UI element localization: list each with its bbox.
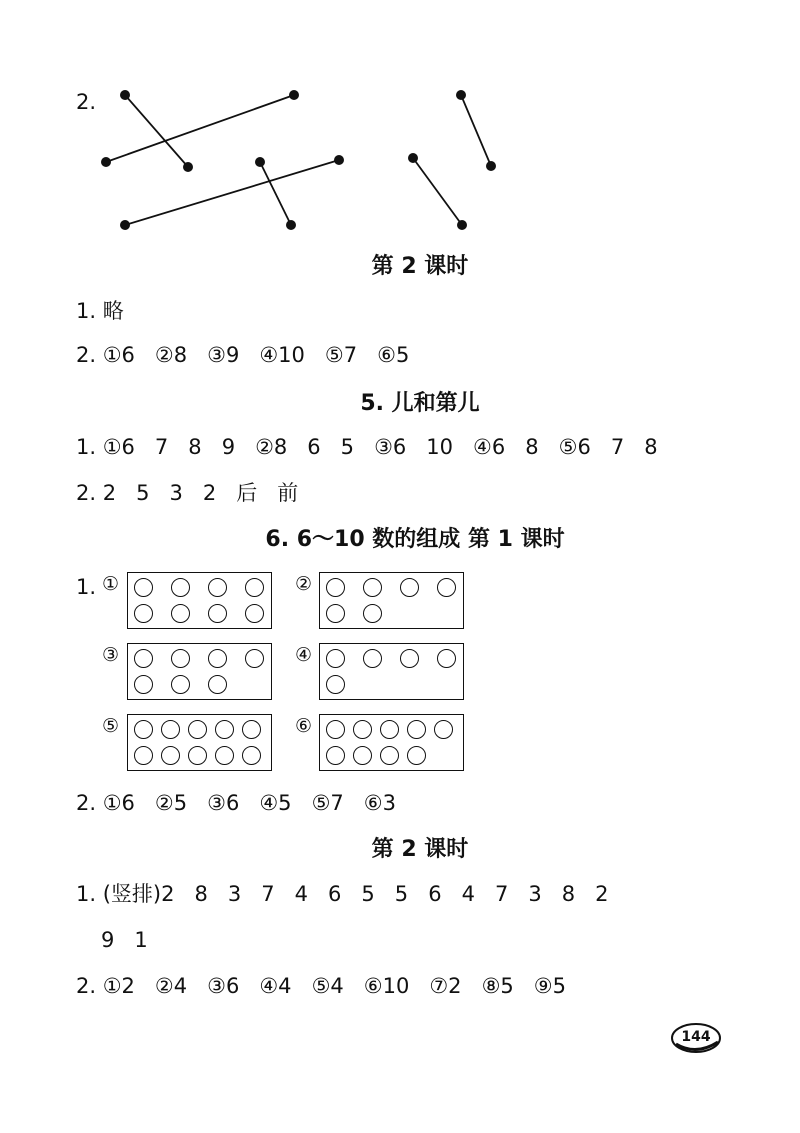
circle [407,720,426,739]
circle [208,675,227,694]
circle-grid [326,578,456,623]
dot-box-4 [319,643,464,700]
match-dot [486,161,496,171]
circle [134,746,153,765]
match-line-4 [125,160,339,225]
circle [380,746,399,765]
circle [245,578,264,597]
match-dot [286,220,296,230]
empty-slot [400,675,419,694]
empty-slot [245,675,264,694]
match-dot [456,90,466,100]
circle [245,649,264,668]
circle [326,604,345,623]
box-1-label: ① [102,573,120,595]
box-6-label: ⑥ [295,715,313,737]
circle [434,720,453,739]
dot-box-6 [319,714,464,771]
circle [353,746,372,765]
circle [208,578,227,597]
circle [326,578,345,597]
circle [437,578,456,597]
section5-heading: 5. 儿和第儿 [360,391,480,416]
circle [326,649,345,668]
box-3-label: ③ [102,644,120,666]
box-5-label: ⑤ [102,715,120,737]
page-number: 144 [681,1029,711,1045]
circle [400,649,419,668]
circle [245,604,264,623]
section6-answer-2: 2. ①6 ②5 ③6 ④5 ⑤7 ⑥3 [76,791,396,815]
match-dot [289,90,299,100]
match-dot [120,90,130,100]
empty-slot [400,604,419,623]
circle-grid [134,649,264,694]
circle [437,649,456,668]
circle [188,720,207,739]
circle [171,649,190,668]
circle [363,578,382,597]
circle [134,720,153,739]
matching-lines-diagram [0,0,800,240]
lesson2-answer-2: 2. ①6 ②8 ③9 ④10 ⑤7 ⑥5 [76,343,410,367]
lesson2b-answer-1-cont: 9 1 [101,928,148,952]
box-2-label: ② [295,573,313,595]
empty-slot [437,604,456,623]
section5-answer-1: 1. ①6 7 8 9 ②8 6 5 ③6 10 ④6 8 ⑤6 7 8 [76,435,658,459]
circle [134,604,153,623]
circle [208,649,227,668]
match-line-6 [413,158,462,225]
match-line-3 [260,162,291,225]
page-number-badge [670,1022,722,1054]
match-dot [408,153,418,163]
circle [171,604,190,623]
empty-slot [437,675,456,694]
lesson2b-heading: 第 2 课时 [371,837,469,862]
circle-grid [326,720,453,765]
circle [134,675,153,694]
matching-label: 2. [76,90,97,114]
empty-slot [434,746,453,765]
dot-box-1 [127,572,272,629]
match-dot [334,155,344,165]
match-dot [255,157,265,167]
dot-box-5 [127,714,272,771]
circle [215,746,234,765]
match-dot [457,220,467,230]
circle [326,746,345,765]
match-dot [183,162,193,172]
lesson2-heading: 第 2 课时 [371,254,469,279]
circle [208,604,227,623]
circle [353,720,372,739]
match-dot [120,220,130,230]
circle [161,720,180,739]
circle [171,675,190,694]
circle [380,720,399,739]
section6-q1-label: 1. [76,575,97,599]
section5-answer-2: 2. 2 5 3 2 后 前 [76,481,299,505]
circle [326,675,345,694]
circle [407,746,426,765]
circle [400,578,419,597]
circle [161,746,180,765]
dot-box-3 [127,643,272,700]
circle [134,649,153,668]
circle [215,720,234,739]
lesson2b-answer-2: 2. ①2 ②4 ③6 ④4 ⑤4 ⑥10 ⑦2 ⑧5 ⑨5 [76,974,566,998]
circle-grid [134,578,264,623]
circle [242,746,261,765]
circle [188,746,207,765]
circle-grid [326,649,456,694]
circle [134,578,153,597]
match-line-1 [125,95,188,167]
circle [326,720,345,739]
circle-grid [134,720,261,765]
circle [171,578,190,597]
section6-heading: 6. 6～10 数的组成 第 1 课时 [265,527,565,552]
lesson2-answer-1: 1. 略 [76,299,124,323]
empty-slot [363,675,382,694]
circle [363,649,382,668]
circle [363,604,382,623]
box-4-label: ④ [295,644,313,666]
match-dot [101,157,111,167]
match-line-5 [461,95,491,166]
circle [242,720,261,739]
lesson2b-answer-1: 1. (竖排)2 8 3 7 4 6 5 5 6 4 7 3 8 2 [76,882,609,906]
dot-box-2 [319,572,464,629]
